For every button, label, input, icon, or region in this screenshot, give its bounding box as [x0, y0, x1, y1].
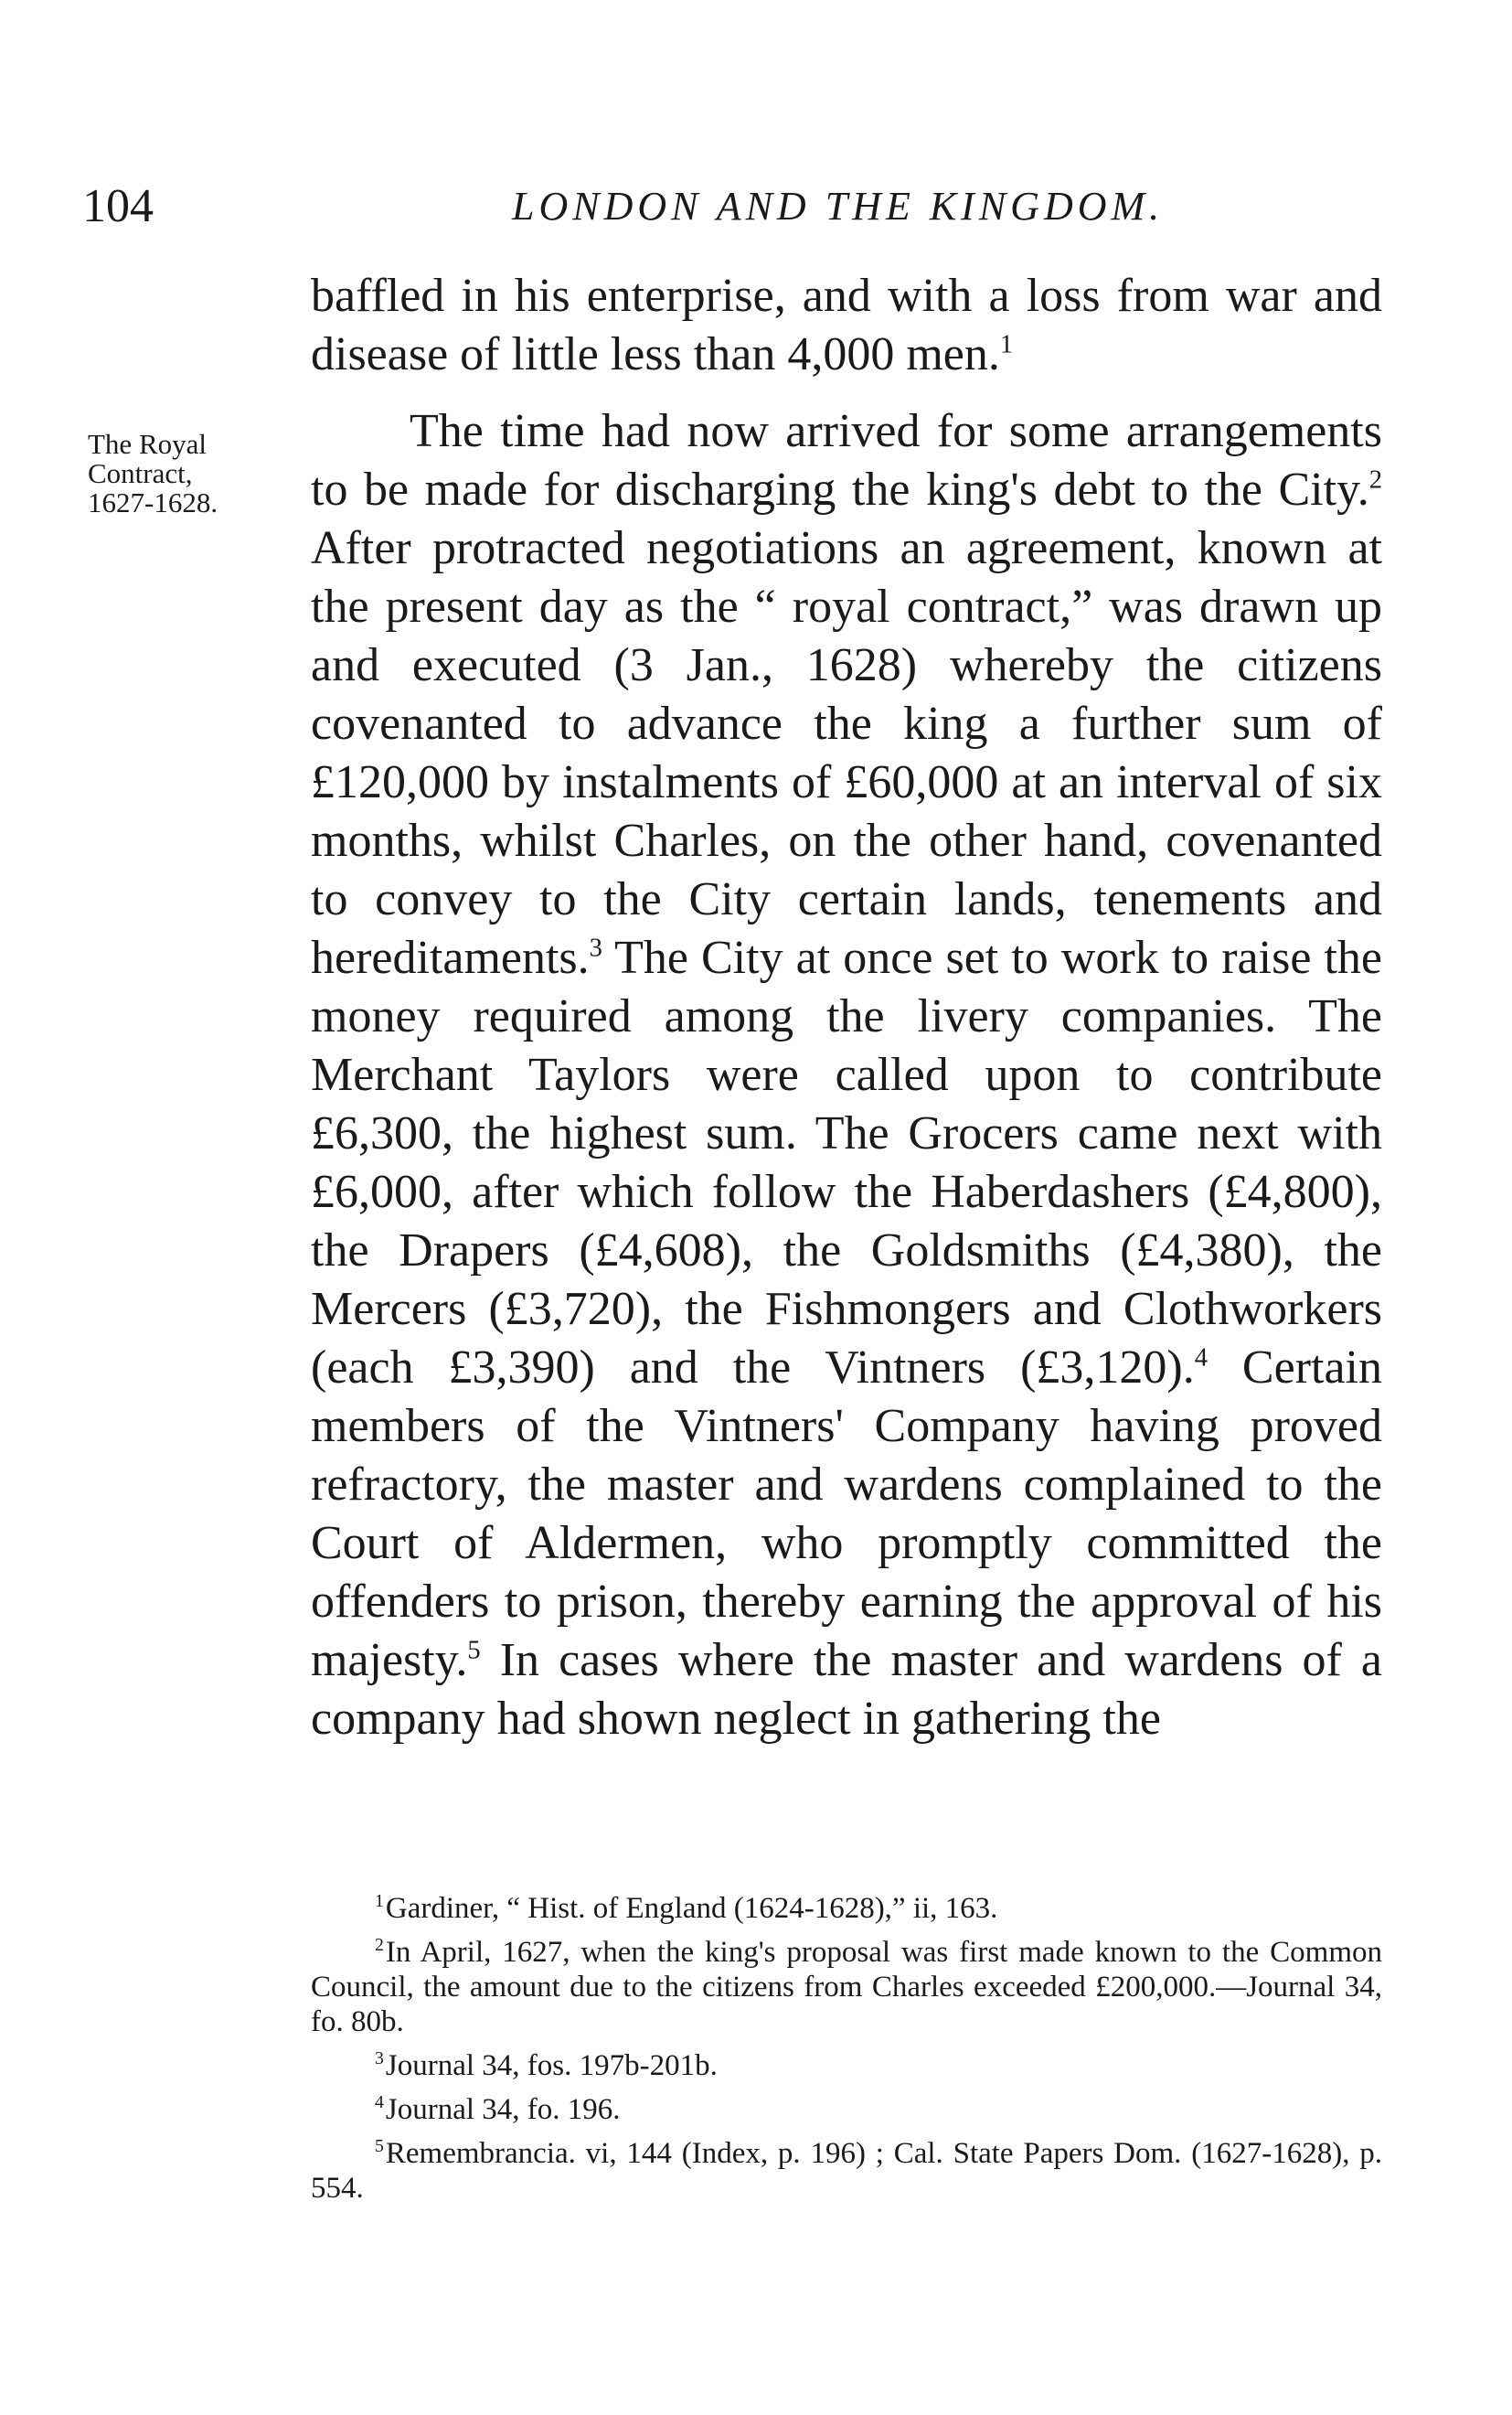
footnote-ref: 3: [589, 934, 602, 963]
footnote: [311, 2136, 1382, 2206]
margin-note-line: Contract,: [88, 457, 193, 489]
footnote-text: In April, 1627, when the king's proposal was first made known to the Common Council, the amount due to the citizens from Charles exceeded £200,000.—Journal 34, fo. 80b.: [311, 1936, 1382, 2038]
footnote: [311, 2048, 1382, 2083]
paragraph-text: In cases where the master and wardens of a company had shown neglect in gathering the: [311, 1634, 1382, 1745]
body-text: [311, 267, 1382, 1748]
paragraph-text: The time had now arrived for some arrangements to be made for discharging the king's debt to the City.: [311, 405, 1382, 516]
running-title: LONDON AND THE KINGDOM.: [512, 184, 1165, 229]
page-number: 104: [82, 180, 154, 232]
footnote-mark: 3: [375, 2048, 384, 2068]
footnote-mark: 1: [375, 1891, 384, 1911]
paragraph-royal-contract: [311, 402, 1382, 1748]
footnote: [311, 1891, 1382, 1926]
paragraph-continued: [311, 267, 1382, 384]
paragraph-text: After protracted negotiations an agreement, known at the present day as the “ royal contract,” was drawn up and executed (3 Jan., 1628) whereby the citizens covenanted to advance the king a further sum of £120,000 by instalments of £60,000 at an interval of six months, whilst Charles, on the other hand, covenanted to convey to the City certain lands, tenements and hereditaments.: [311, 522, 1382, 984]
footnote-ref: 5: [467, 1636, 481, 1665]
footnote-text: Journal 34, fos. 197b-201b.: [385, 2049, 718, 2082]
footnote-text: Remembrancia. vi, 144 (Index, p. 196) ; Cal. State Papers Dom. (1627-1628), p. 554.: [311, 2137, 1382, 2205]
paragraph-text: baffled in his enterprise, and with a loss from war and disease of little less than 4,000 men.: [311, 270, 1382, 380]
paragraph-text: The City at once set to work to raise the money required among the livery companies. The Merchant Taylors were called upon to contribute £6,300, the highest sum. The Grocers came next with £6,000, after which follow the Haberdashers (£4,800), the Drapers (£4,608), the Goldsmiths (£4,380), the Mercers (£3,720), the Fishmongers and Clothworkers (each £3,390) and the Vintners (£3,120).: [311, 932, 1382, 1394]
margin-note-line: The Royal: [88, 428, 207, 460]
margin-note-line: 1627-1628.: [88, 486, 218, 518]
footnote: [311, 1935, 1382, 2039]
footnote-ref: 2: [1368, 465, 1382, 495]
footnotes: [311, 1891, 1382, 2215]
footnote-mark: 2: [375, 1935, 384, 1955]
footnote-text: Gardiner, “ Hist. of England (1624-1628),” ii, 163.: [385, 1892, 998, 1925]
footnote-ref: 1: [999, 330, 1014, 359]
footnote-text: Journal 34, fo. 196.: [385, 2093, 621, 2126]
margin-note: [88, 430, 280, 518]
footnote-mark: 4: [375, 2092, 384, 2112]
footnote-mark: 5: [375, 2136, 384, 2156]
footnote: [311, 2092, 1382, 2127]
paragraph-text: Certain members of the Vintners' Company having proved refractory, the master and wardens complained to the Court of Aldermen, who promptly committed the offenders to prison, thereby earning the approval of his majesty.: [311, 1341, 1382, 1686]
footnote-ref: 4: [1194, 1343, 1209, 1373]
